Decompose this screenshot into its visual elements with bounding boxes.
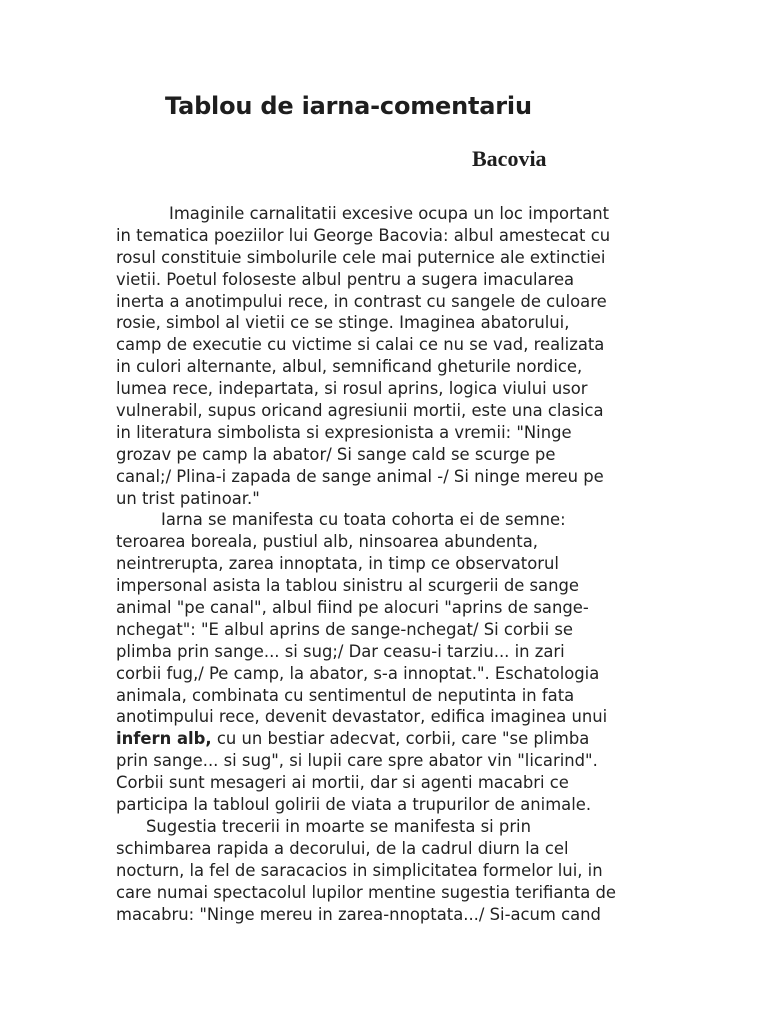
text-line: in tematica poeziilor lui George Bacovia: albul amestecat cu — [116, 225, 611, 245]
text-line: vulnerabil, supus oricand agresiunii mortii, este una clasica — [116, 401, 604, 421]
text-line: corbii fug,/ Pe camp, la abator, s-a innoptat.". Eschatologia — [116, 663, 600, 683]
emphasis-text: infern alb, — [116, 729, 212, 749]
text-line: canal;/ Plina-i zapada de sange animal -/ Si ninge mereu pe — [116, 466, 604, 486]
text-line: animal "pe canal", albul fiind pe alocuri "aprins de sange- — [116, 598, 589, 618]
text-line: in culori alternante, albul, semnificand gheturile nordice, — [116, 357, 583, 377]
text-line: plimba prin sange... si sug;/ Dar ceasu-i tarziu... in zari — [116, 641, 565, 661]
text-line: care numai spectacolul lupilor mentine sugestia terifianta de — [116, 882, 616, 902]
text-line: lumea rece, indepartata, si rosul aprins, logica viului usor — [116, 379, 588, 399]
text-line-with-emphasis — [116, 728, 661, 750]
text-line: rosie, simbol al vietii ce se stinge. Imaginea abatorului, — [116, 313, 570, 333]
document-title: Tablou de iarna-comentariu — [165, 92, 532, 120]
text-line: un trist patinoar." — [116, 488, 260, 508]
text-line: camp de executie cu victime si calai ce nu se vad, realizata — [116, 335, 605, 355]
text-line: vietii. Poetul foloseste albul pentru a sugera imacularea — [116, 269, 575, 289]
paragraph-2 — [116, 509, 661, 815]
text-line: anotimpului rece, devenit devastator, edifica imaginea unui — [116, 707, 608, 727]
text-line: macabru: "Ninge mereu in zarea-nnoptata.../ Si-acum cand — [116, 904, 601, 924]
text-line: Corbii sunt mesageri ai mortii, dar si agenti macabri ce — [116, 773, 569, 793]
text-line: participa la tabloul golirii de viata a trupurilor de animale. — [116, 795, 592, 815]
paragraph-3 — [116, 816, 661, 925]
text-line: schimbarea rapida a decorului, de la cadrul diurn la cel — [116, 838, 569, 858]
text-line: teroarea boreala, pustiul alb, ninsoarea abundenta, — [116, 532, 538, 552]
text-line: rosul constituie simbolurile cele mai puternice ale extinctiei — [116, 247, 606, 267]
text-line: prin sange... si sug", si lupii care spre abator vin "licarind". — [116, 751, 598, 771]
document-body — [116, 203, 661, 925]
text-line: inerta a anotimpului rece, in contrast cu sangele de culoare — [116, 291, 607, 311]
text-line: impersonal asista la tablou sinistru al scurgerii de sange — [116, 576, 579, 596]
text-line: Imaginile carnalitatii excesive ocupa un loc important — [169, 204, 610, 223]
text-line: Iarna se manifesta cu toata cohorta ei de semne: — [161, 510, 566, 530]
text-line: in literatura simbolista si expresionista a vremii: "Ninge — [116, 422, 572, 442]
text-line-rest: cu un bestiar adecvat, corbii, care "se plimba — [211, 729, 590, 749]
text-line: Sugestia trecerii in moarte se manifesta si prin — [146, 816, 531, 836]
text-line: nocturn, la fel de saracacios in simplicitatea formelor lui, in — [116, 860, 603, 880]
text-line: neintrerupta, zarea innoptata, in timp ce observatorul — [116, 554, 559, 574]
paragraph-1 — [116, 203, 661, 509]
text-line: grozav pe camp la abator/ Si sange cald se scurge pe — [116, 444, 556, 464]
text-line: nchegat": "E albul aprins de sange-nchegat/ Si corbii se — [116, 619, 574, 639]
text-line: animala, combinata cu sentimentul de neputinta in fata — [116, 685, 575, 705]
document-author: Bacovia — [472, 146, 547, 171]
